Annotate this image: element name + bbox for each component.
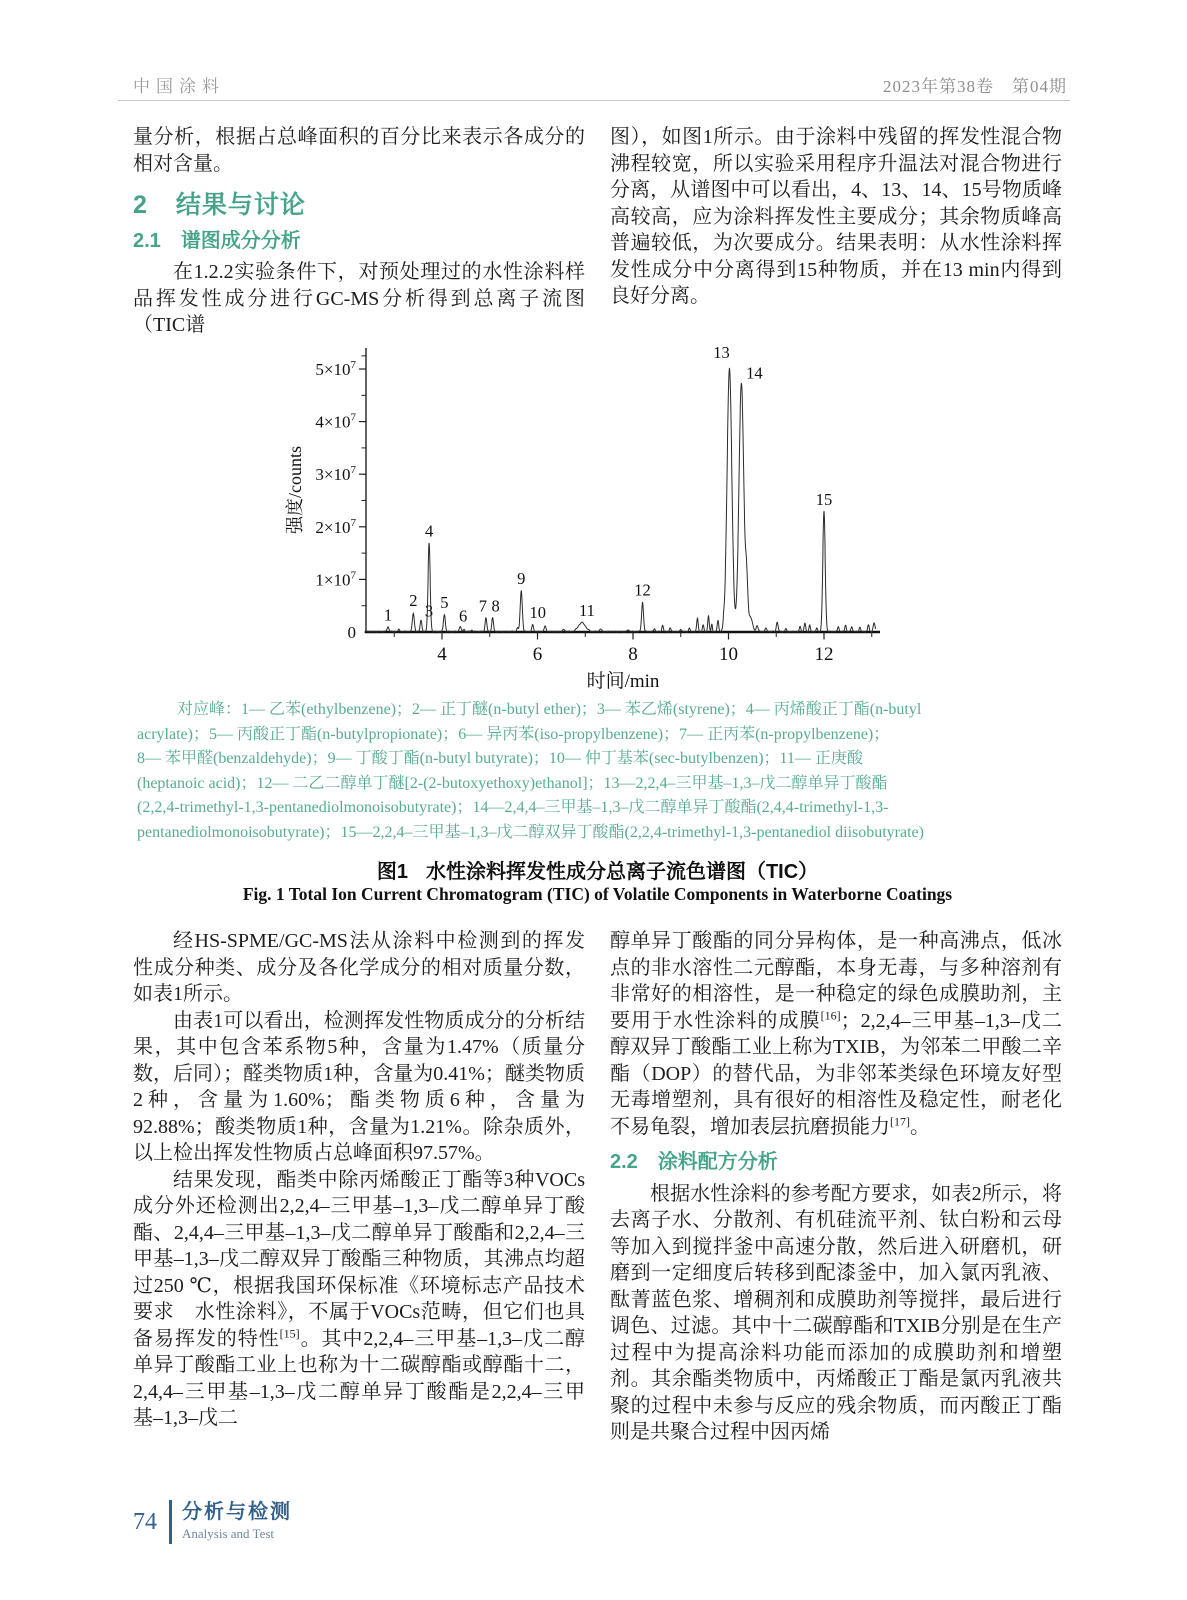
main-right-column <box>610 928 1062 1446</box>
section-number: 2.1 <box>133 229 161 252</box>
paragraph: 结果发现，酯类中除丙烯酸正丁酯等3种VOCs成分外还检测出2,2,4–三甲基–1,3–戊二醇单异丁酸酯、2,4,4–三甲基–1,3–戊二醇单异丁酸酯和2,2,4–三甲基–1,3–戊二醇双异丁酸酯三种物质，其沸点均超过250 ℃，根据我国环保标准《环境标志产品技术要求 水性涂料》，不属于VOCs范畴，但它们也具备易挥发的特性[15]。其中2,2,4–三甲基–1,3–戊二醇单异丁酸酯工业上也称为十二碳醇酯或醇酯十二，2,4,4–三甲基–1,3–戊二醇单异丁酸酯是2,2,4–三甲基–1,3–戊二 <box>133 1168 586 1429</box>
svg-text:12: 12 <box>814 644 834 665</box>
svg-text:1×107: $1\times 10^7$ <box>315 569 356 590</box>
figure-title-zh: 图1 水性涂料挥发性成分总离子流色谱图（TIC） <box>376 861 819 883</box>
paragraph: 在1.2.2实验条件下，对预处理过的水性涂料样品挥发性成分进行GC-MS分析得到总离子流图（TIC谱 <box>133 261 585 336</box>
legend-line: 对应峰：1— 乙苯(ethylbenzene)；2— 正丁醚(n-butyl ether)；3— 苯乙烯(styrene)；4— 丙烯酸正丁酯(n-butyl <box>177 701 922 718</box>
svg-text:14: 14 <box>746 363 763 383</box>
section-title: 涂料配方分析 <box>657 1151 778 1173</box>
svg-text:2: 2 <box>409 591 418 611</box>
section-number: 2 <box>133 191 148 219</box>
section-title: 谱图成分分析 <box>180 229 301 252</box>
paragraph: 经HS-SPME/GC-MS法从涂料中检测到的挥发性成分种类、成分及各化学成分的相对质量分数，如表1所示。 <box>133 930 585 1005</box>
svg-text:7: 7 <box>478 596 488 616</box>
svg-text:3: 3 <box>424 601 434 621</box>
svg-text:5: 5 <box>440 593 449 613</box>
svg-text:1: 1 <box>383 605 393 625</box>
main-columns <box>133 928 1062 1446</box>
section-heading-2-2 <box>610 1149 1062 1176</box>
legend-line: acrylate)；5— 丙酸正丁酯(n-butylpropionate)；6— 异丙苯(iso-propylbenzene)；7— 正丙苯(n-propylbenzene)； <box>137 725 890 743</box>
tic-chromatogram-figure <box>285 338 903 690</box>
svg-text:2×107: $2\times 10^7$ <box>315 516 356 537</box>
svg-text:时间/min: 时间/min <box>586 671 660 690</box>
top-columns <box>133 124 1062 339</box>
paragraph: 由表1可以看出，检测挥发性物质成分的分析结果，其中包含苯系物5种，含量为1.47%（质量分数，后同）；醛类物质1种，含量为0.41%；醚类物质2种，含量为1.60%；酯类物质6种，含量为92.88%；酸类物质1种，含量为1.21%。除杂质外，以上检出挥发性物质占总峰面积97.57%。 <box>133 1009 585 1164</box>
paragraph: 醇单异丁酸酯的同分异构体，是一种高沸点，低冰点的非水溶性二元醇酯，本身无毒，与多种溶剂有非常好的相溶性，是一种稳定的绿色成膜助剂，主要用于水性涂料的成膜[16]；2,2,4–三甲基–1,3–戊二醇双异丁酸酯工业上称为TXIB，为邻苯二甲酸二辛酯（DOP）的替代品，为非邻苯类绿色环境友好型无毒增塑剂，具有很好的相溶性及稳定性，耐老化不易龟裂，增加表层抗磨损能力[17]。 <box>610 930 1062 1138</box>
svg-text:11: 11 <box>578 601 595 621</box>
svg-text:13: 13 <box>713 343 730 362</box>
svg-text:6: 6 <box>532 644 543 665</box>
footer-divider-bar <box>169 1500 172 1544</box>
svg-text:15: 15 <box>815 490 833 510</box>
svg-text:强度/counts: 强度/counts <box>285 446 305 534</box>
legend-line: pentanediolmonoisobutyrate)；15—2,2,4–三甲基–1,3–戊二醇双异丁酸酯(2,2,4-trimethyl-1,3-pentanediol diisobutyrate) <box>137 823 924 841</box>
legend-line: 8— 苯甲醛(benzaldehyde)；9— 丁酸丁酯(n-butyl butyrate)；10— 仲丁基苯(sec-butylbenzen)；11— 正庚酸 <box>137 750 863 767</box>
svg-text:4: 4 <box>437 644 447 665</box>
page-footer <box>133 1500 292 1544</box>
paragraph: 图），如图1所示。由于涂料中残留的挥发性混合物沸程较宽，所以实验采用程序升温法对混合物进行分离，从谱图中可以看出，4、13、14、15号物质峰高较高，应为涂料挥发性主要成分；其余物质峰高普遍较低，为次要成分。结果表明：从水性涂料挥发性成分中分离得到15种物质，并在13 min内得到良好分离。 <box>610 126 1062 307</box>
paragraph: 根据水性涂料的参考配方要求，如表2所示，将去离子水、分散剂、有机硅流平剂、钛白粉和云母等加入到搅拌釜中高速分散，然后进入研磨机，研磨到一定细度后转移到配漆釜中，加入氯丙乳液、酞菁蓝色浆、增稠剂和成膜助剂等搅拌，最后进行调色、过滤。其中十二碳醇酯和TXIB分别是在生产过程中为提高涂料功能而添加的成膜助剂和增塑剂。其余酯类物质中，丙烯酸正丁酯是氯丙乳液共聚的过程中未参与反应的残余物质，而丙酸正丁酯则是共聚合过程中因丙烯 <box>610 1182 1062 1443</box>
svg-text:9: 9 <box>517 568 526 588</box>
section-title: 结果与讨论 <box>175 191 306 219</box>
svg-text:8: 8 <box>491 596 500 616</box>
svg-text:8: 8 <box>628 644 638 665</box>
page-number: 74 <box>133 1509 157 1535</box>
svg-text:4×107: $4\times 10^7$ <box>315 411 356 432</box>
svg-text:4: 4 <box>424 521 434 541</box>
figure-peak-legend <box>137 698 1034 845</box>
footer-section <box>182 1500 292 1542</box>
footer-section-zh: 分析与检测 <box>182 1501 292 1523</box>
paragraph-continuation: 量分析，根据占总峰面积的百分比来表示各成分的相对含量。 <box>133 126 585 175</box>
svg-text:10: 10 <box>529 603 546 623</box>
svg-text:12: 12 <box>634 580 651 600</box>
journal-name: 中国涂料 <box>133 77 225 96</box>
issue-info: 2023年第38卷 第04期 <box>883 77 1067 96</box>
tic-chromatogram-chart <box>285 338 903 690</box>
top-left-column <box>133 124 585 339</box>
figure-title-en: Fig. 1 Total Ion Current Chromatogram (TIC) of Volatile Components in Waterborne Coatings <box>242 884 953 904</box>
footer-section-en: Analysis and Test <box>182 1526 275 1541</box>
section-heading-2-1 <box>133 228 585 255</box>
top-right-column <box>610 124 1062 339</box>
svg-text:6: 6 <box>459 606 468 626</box>
svg-text:0: 0 <box>347 623 356 642</box>
svg-text:3×107: $3\times 10^7$ <box>315 464 356 485</box>
section-heading-2 <box>133 192 585 219</box>
svg-text:5×107: $5\times 10^7$ <box>315 359 356 379</box>
section-number: 2.2 <box>610 1151 638 1173</box>
legend-line: (heptanoic acid)；12— 二乙二醇单丁醚[2-(2-butoxyethoxy)ethanol]；13—2,2,4–三甲基–1,3–戊二醇单异丁酸酯 <box>137 774 888 792</box>
header-divider <box>118 100 1070 101</box>
main-left-column <box>133 928 585 1446</box>
svg-text:10: 10 <box>719 644 738 665</box>
legend-line: (2,2,4-trimethyl-1,3-pentanediolmonoisobutyrate)；14—2,4,4–三甲基–1,3–戊二醇单异丁酸酯(2,4,4-trimethyl-1,3- <box>137 799 889 816</box>
